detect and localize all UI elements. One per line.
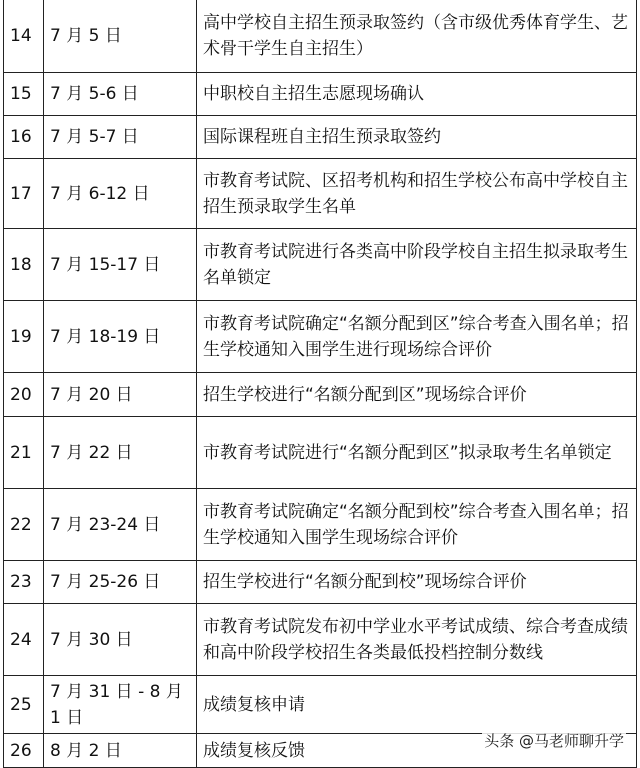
row-description: 成绩复核申请: [197, 676, 637, 734]
row-date: 7 月 6-12 日: [44, 159, 197, 229]
table-row: [4, 676, 637, 734]
row-description: 高中学校自主招生预录取签约（含市级优秀体育学生、艺术骨干学生自主招生）: [197, 0, 637, 73]
row-number: 19: [4, 301, 44, 373]
row-date: 7 月 18-19 日: [44, 301, 197, 373]
row-number: 15: [4, 73, 44, 116]
row-number: 16: [4, 116, 44, 159]
row-date: 7 月 5-6 日: [44, 73, 197, 116]
row-date: 7 月 30 日: [44, 604, 197, 676]
row-date: 7 月 5 日: [44, 0, 197, 73]
table-row: [4, 561, 637, 604]
row-date: 7 月 15-17 日: [44, 229, 197, 301]
row-description: 国际课程班自主招生预录取签约: [197, 116, 637, 159]
row-date: 7 月 23-24 日: [44, 489, 197, 561]
row-number: 21: [4, 417, 44, 489]
table-row: [4, 0, 637, 73]
row-number: 14: [4, 0, 44, 73]
row-number: 25: [4, 676, 44, 734]
row-date: 7 月 5-7 日: [44, 116, 197, 159]
table-row: [4, 373, 637, 417]
table-row: [4, 116, 637, 159]
row-number: 23: [4, 561, 44, 604]
row-number: 17: [4, 159, 44, 229]
table-row: [4, 73, 637, 116]
table-row: [4, 489, 637, 561]
table-row: [4, 229, 637, 301]
row-date: 7 月 25-26 日: [44, 561, 197, 604]
table-row: [4, 159, 637, 229]
row-description: 市教育考试院进行各类高中阶段学校自主招生拟录取考生名单锁定: [197, 229, 637, 301]
watermark: 头条 @马老师聊升学: [484, 732, 624, 750]
row-number: 22: [4, 489, 44, 561]
row-description: 市教育考试院、区招考机构和招生学校公布高中学校自主招生预录取学生名单: [197, 159, 637, 229]
row-number: 26: [4, 734, 44, 768]
row-date: 8 月 2 日: [44, 734, 197, 768]
row-description: 市教育考试院发布初中学业水平考试成绩、综合考查成绩和高中阶段学校招生各类最低投档控制分数线: [197, 604, 637, 676]
row-description: 招生学校进行“名额分配到区”现场综合评价: [197, 373, 637, 417]
row-number: 24: [4, 604, 44, 676]
row-description: 市教育考试院进行“名额分配到区”拟录取考生名单锁定: [197, 417, 637, 489]
table-row: [4, 417, 637, 489]
row-date: 7 月 22 日: [44, 417, 197, 489]
table-row: [4, 301, 637, 373]
row-date: 7 月 20 日: [44, 373, 197, 417]
row-description: 招生学校进行“名额分配到校”现场综合评价: [197, 561, 637, 604]
schedule-body: [4, 0, 637, 768]
row-date: 7 月 31 日 - 8 月 1 日: [44, 676, 197, 734]
row-description: 市教育考试院确定“名额分配到区”综合考查入围名单；招生学校通知入围学生进行现场综合评价: [197, 301, 637, 373]
row-number: 20: [4, 373, 44, 417]
row-description: 成绩复核反馈: [197, 734, 637, 768]
row-description: 中职校自主招生志愿现场确认: [197, 73, 637, 116]
row-description: 市教育考试院确定“名额分配到校”综合考查入围名单；招生学校通知入围学生现场综合评价: [197, 489, 637, 561]
row-number: 18: [4, 229, 44, 301]
schedule-table: [3, 0, 637, 768]
table-row: [4, 604, 637, 676]
